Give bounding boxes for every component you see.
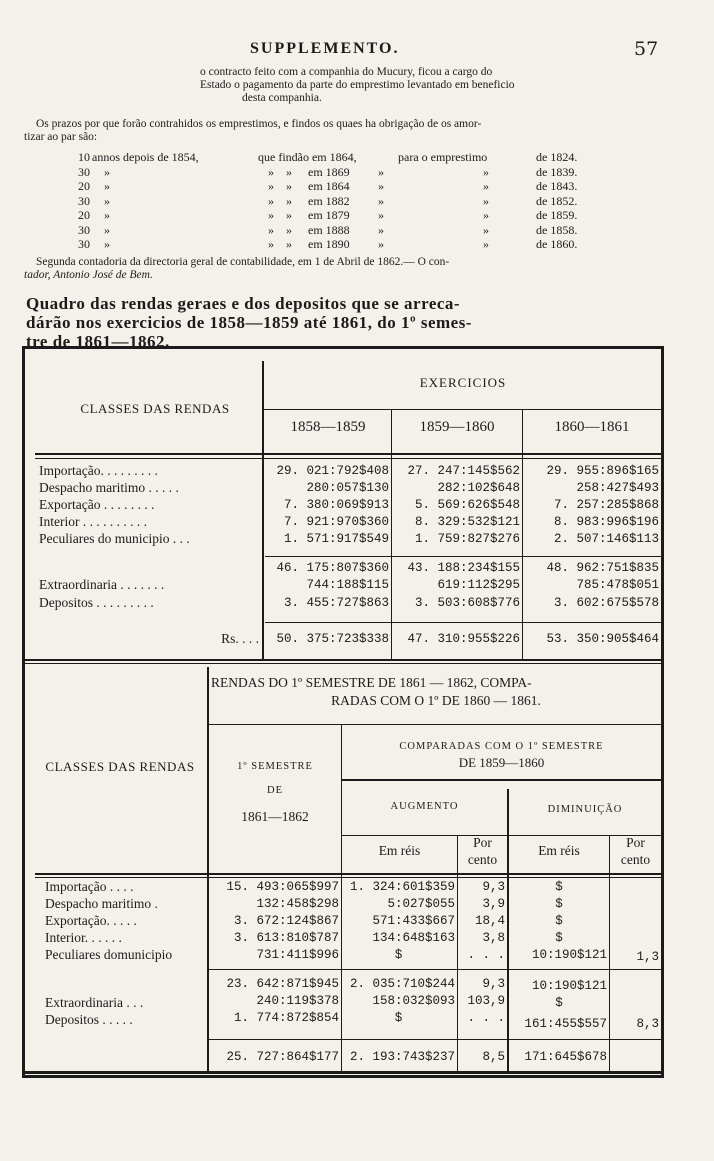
cell: 619:112$295	[437, 578, 520, 592]
divider	[25, 659, 661, 661]
subtotal-cell: 9,3	[482, 977, 505, 991]
row-label: Despacho maritimo .	[45, 896, 158, 911]
cell: 1. 759:827$276	[414, 532, 520, 546]
heading-line: Quadro das rendas geraes e dos depositos que se arreca-	[26, 294, 461, 313]
row-label: Peculiares domunicipio	[45, 947, 173, 962]
divider	[35, 873, 661, 875]
cell: 8. 329:532$121	[414, 515, 520, 529]
cell: 3. 503:608$776	[414, 596, 520, 610]
cell: 7. 257:285$868	[553, 498, 659, 512]
augmento-header: AUGMENTO	[390, 801, 459, 812]
signature-line: tador, Antonio José de Bem.	[24, 269, 153, 281]
loan-row: 10 annos depois de 1854, que findão em 1864, para o emprestimo de 1824.	[78, 150, 578, 164]
cell: 1,3	[636, 950, 659, 964]
cell: 8,3	[636, 1017, 659, 1031]
divider	[265, 622, 661, 623]
comparison-header: DE 1859—1860	[458, 755, 545, 770]
cell: 9,3	[482, 880, 505, 894]
total-cell: 53. 350:905$464	[546, 632, 659, 646]
paragraph-line: Os prazos por que forão contrahidos os emprestimos, e findos os quaes ha obrigação de os amor-	[36, 118, 482, 130]
em-reis-header: Em réis	[378, 843, 421, 858]
loan-row: 30 » » » em 1869 » » de 1839.	[78, 164, 578, 179]
table-heading	[26, 294, 666, 351]
heading-line: dárão nos exercicios de 1858—1859 até 1861, do 1º semes-	[26, 313, 472, 332]
por-cento-header: cento	[620, 852, 651, 867]
loan-list	[78, 150, 598, 252]
cell: 5:027$055	[387, 897, 455, 911]
cell: 785:478$051	[576, 578, 659, 592]
loan-paragraph	[24, 118, 664, 144]
divider	[35, 458, 661, 459]
cell: 3. 613:810$787	[233, 931, 339, 945]
cell: 7. 380:069$913	[283, 498, 389, 512]
divider	[265, 556, 661, 557]
divider	[35, 877, 661, 878]
cell: 29. 955:896$165	[546, 464, 659, 478]
cell: 3. 455:727$863	[283, 596, 389, 610]
semester-header: 1º SEMESTRE	[237, 761, 313, 772]
subtotal-cell: 10:190$121	[531, 979, 607, 993]
signature-line: Segunda contadoria da directoria geral de contabilidade, em 1 de Abril de 1862.— O con-	[36, 256, 450, 268]
row-label: Interior . . . . . . . . . .	[39, 514, 147, 529]
cell: $	[555, 931, 563, 945]
divider	[35, 453, 661, 455]
cell: 15. 493:065$997	[226, 880, 339, 894]
row-label: Exportação. . . . .	[45, 913, 137, 928]
divider	[209, 724, 661, 725]
class-header: CLASSES DAS RENDAS	[80, 401, 230, 416]
row-label: Despacho maritimo . . . . .	[39, 480, 179, 495]
subtotal-cell: 48. 962:751$835	[546, 561, 659, 575]
class-header: CLASSES DAS RENDAS	[45, 759, 195, 774]
cell: $	[555, 897, 563, 911]
row-label: Extraordinaria . . .	[45, 995, 144, 1010]
subtotal-cell: 23. 642:871$945	[226, 977, 339, 991]
subtotal-cell: 43. 188:234$155	[407, 561, 520, 575]
subtotal-cell: 46. 175:807$360	[276, 561, 389, 575]
em-reis-header: Em réis	[538, 843, 580, 858]
divider	[209, 1039, 661, 1040]
row-label: Extraordinaria . . . . . . .	[39, 577, 165, 592]
total-cell: 50. 375:723$338	[276, 632, 389, 646]
cell: 2. 507:146$113	[553, 532, 659, 546]
total-cell: 25. 727:864$177	[226, 1050, 339, 1064]
cell: 731:411$996	[256, 948, 339, 962]
intro-line: Estado o pagamento da parte do emprestimo levantado em beneficio	[200, 79, 515, 91]
cell: 27. 247:145$562	[407, 464, 520, 478]
row-label: Depositos . . . . . . . . .	[39, 595, 154, 610]
row-label: Depositos . . . . .	[45, 1012, 133, 1027]
cell: $	[394, 948, 403, 962]
row-label: Interior. . . . . .	[45, 930, 122, 945]
divider	[25, 1071, 661, 1074]
cell: 258:427$493	[576, 481, 659, 495]
cell: 3,8	[482, 931, 505, 945]
intro-line: desta companhia.	[242, 92, 322, 104]
loan-row: 20 » » » em 1879 » » de 1859.	[78, 208, 578, 222]
cell: . . .	[467, 948, 505, 962]
cell: 282:102$648	[437, 481, 520, 495]
cell: 29. 021:792$408	[276, 464, 389, 478]
cell: 571:433$667	[372, 914, 455, 928]
subtotal-cell: 2. 035:710$244	[349, 977, 455, 991]
table2-title: RENDAS DO 1º SEMESTRE DE 1861 — 1862, COMPA-	[211, 675, 532, 690]
total-cell: 171:645$678	[524, 1050, 607, 1064]
cell: 18,4	[474, 914, 505, 928]
total-label: Rs. . . .	[221, 631, 259, 646]
cell: $	[555, 996, 563, 1010]
intro-text	[200, 66, 660, 105]
loan-row: 30 » » » em 1882 » » de 1852.	[78, 193, 578, 208]
cell: 10:190$121	[531, 948, 607, 962]
row-label: Importação. . . . . . . . .	[39, 463, 158, 478]
page-header	[0, 40, 714, 64]
cell: $	[555, 880, 563, 894]
por-cento-header: Por	[473, 835, 492, 850]
loan-row: 20 » » » em 1864 » » de 1843.	[78, 179, 578, 193]
cell: $	[555, 914, 563, 928]
por-cento-header: Por	[626, 835, 645, 850]
signature-block	[24, 256, 664, 282]
year-header: 1860—1861	[554, 419, 630, 435]
table2-title: RADAS COM O 1º DE 1860 — 1861.	[331, 693, 541, 708]
cell: 8. 983:996$196	[553, 515, 659, 529]
paragraph-line: tizar ao par são:	[24, 131, 98, 143]
cell: 280:057$130	[306, 481, 389, 495]
divider	[209, 969, 661, 970]
cell: 134:648$163	[372, 931, 455, 945]
divider	[262, 409, 662, 410]
comparison-header: COMPARADAS COM O 1º SEMESTRE	[399, 741, 604, 752]
cell: 1. 324:601$359	[349, 880, 455, 894]
year-header: 1858—1859	[290, 419, 366, 435]
cell: $	[394, 1011, 403, 1025]
heading-line: tre de 1861—1862.	[26, 332, 170, 351]
intro-line: o contracto feito com a companhia do Mucury, ficou a cargo do	[200, 66, 493, 78]
cell: 5. 569:626$548	[414, 498, 520, 512]
exercicios-header: EXERCICIOS	[419, 375, 507, 390]
row-label: Importação . . . .	[45, 879, 134, 894]
row-label: Exportação . . . . . . . .	[39, 497, 155, 512]
cell: 161:455$557	[524, 1017, 607, 1031]
page-title: SUPPLEMENTO.	[250, 40, 400, 57]
year-header: 1859—1860	[419, 419, 495, 435]
diminuicao-header: DIMINUIÇÃO	[547, 804, 623, 815]
loan-row: 30 » » » em 1890 » » de 1860.	[78, 237, 578, 251]
cell: 3. 672:124$867	[233, 914, 339, 928]
divider	[25, 663, 661, 664]
cell: 1. 774:872$854	[233, 1011, 339, 1025]
cell: 1. 571:917$549	[283, 532, 389, 546]
por-cento-header: cento	[467, 852, 498, 867]
revenue-table	[22, 346, 664, 1078]
cell: 744:188$115	[306, 578, 389, 592]
total-cell: 8,5	[482, 1050, 505, 1064]
semester-header: DE	[267, 785, 283, 796]
row-label: Peculiares do municipio . . .	[39, 531, 190, 546]
cell: 7. 921:970$360	[283, 515, 389, 529]
page-number: 57	[634, 38, 659, 60]
cell: 132:458$298	[256, 897, 339, 911]
divider	[262, 361, 264, 661]
cell: 240:119$378	[256, 994, 339, 1008]
cell: 103,9	[467, 994, 505, 1008]
cell: 3. 602:675$578	[553, 596, 659, 610]
loan-row: 30 » » » em 1888 » » de 1858.	[78, 222, 578, 237]
semester-header: 1861—1862	[241, 809, 309, 824]
cell: 3,9	[482, 897, 505, 911]
divider	[342, 779, 661, 781]
total-cell: 2. 193:743$237	[349, 1050, 455, 1064]
cell: . . .	[467, 1011, 505, 1025]
total-cell: 47. 310:955$226	[407, 632, 520, 646]
cell: 158:032$093	[372, 994, 455, 1008]
